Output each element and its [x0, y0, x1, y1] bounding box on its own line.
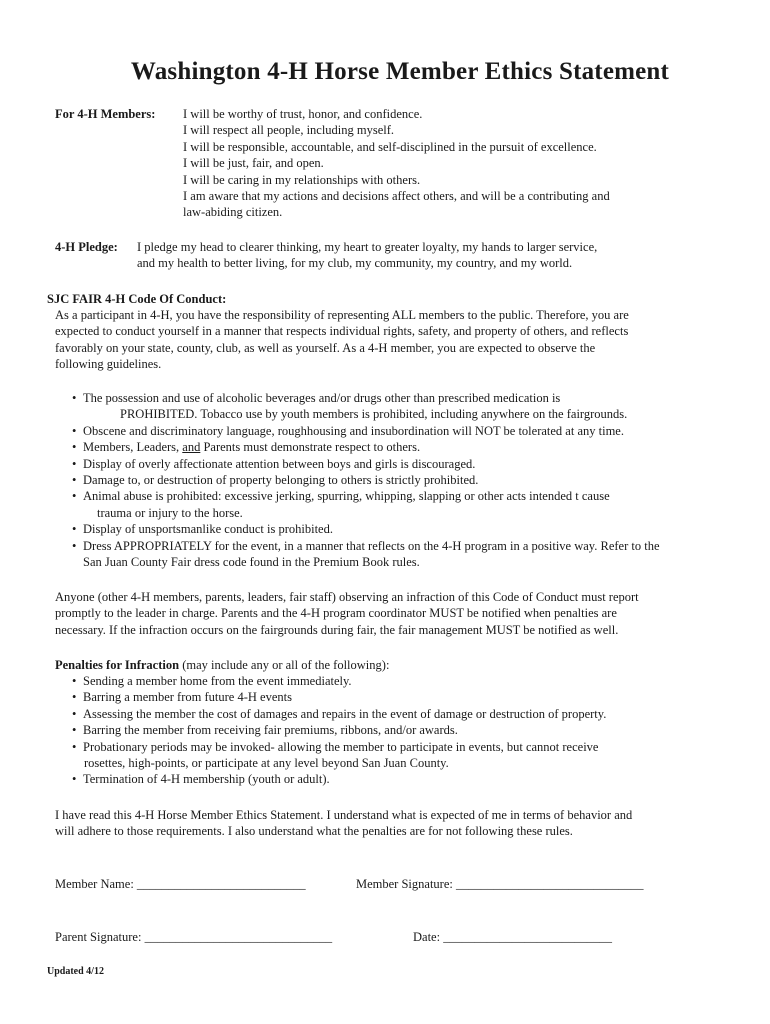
pledge-text: [137, 239, 597, 272]
conduct-intro-line: expected to conduct yourself in a manner that respects individual rights, safety, and property of others, and reflects: [55, 324, 629, 339]
list-item: • Barring a member from future 4-H events: [72, 690, 292, 705]
list-item: • Display of unsportsmanlike conduct is prohibited.: [72, 522, 333, 537]
acknowledgement-paragraph: [55, 807, 632, 840]
penalties-list: [72, 673, 607, 788]
date-field[interactable]: Date: ___________________________: [413, 930, 612, 944]
list-item: • Termination of 4-H membership (youth or adult).: [72, 772, 330, 787]
bullet-icon: •: [72, 522, 77, 537]
list-item: • Assessing the member the cost of damages and repairs in the event of damage or destruction of property.: [72, 706, 607, 721]
list-item: • Members, Leaders, and Parents must demonstrate respect to others.: [72, 440, 421, 455]
member-name-field[interactable]: Member Name: ___________________________: [55, 877, 306, 891]
parent-signature-field[interactable]: Parent Signature: ______________________________: [55, 930, 333, 944]
acknowledgement-line: will adhere to those requirements. I also understand what the penalties are for not following these rules.: [55, 824, 573, 839]
list-item: • Animal abuse is prohibited: excessive jerking, spurring, whipping, slapping or other acts intended t cause: [72, 489, 610, 504]
creed-line: law-abiding citizen.: [183, 205, 283, 220]
creed-line: I will be caring in my relationships with others.: [183, 172, 421, 187]
bullet-icon: •: [72, 473, 77, 488]
list-item: • Barring the member from receiving fair premiums, ribbons, and/or awards.: [72, 723, 458, 738]
penalties-heading: Penalties for Infraction (may include any or all of the following):: [55, 658, 390, 672]
bullet-icon: •: [72, 772, 77, 787]
pledge-line: I pledge my head to clearer thinking, my heart to greater loyalty, my hands to larger service,: [137, 240, 598, 254]
report-line: Anyone (other 4-H members, parents, leaders, fair staff) observing an infraction of this Code of Conduct must report: [55, 590, 639, 604]
list-item: • Sending a member home from the event immediately.: [72, 674, 352, 688]
member-signature-field[interactable]: Member Signature: ______________________________: [356, 877, 644, 891]
bullet-icon: •: [72, 674, 77, 688]
updated-footer: Updated 4/12: [47, 966, 104, 977]
conduct-intro: [55, 307, 629, 373]
bullet-icon: •: [72, 690, 77, 705]
pledge-label: 4-H Pledge:: [55, 240, 118, 254]
report-paragraph: [55, 589, 639, 638]
list-item: • Dress APPROPRIATELY for the event, in a manner that reflects on the 4-H program in a positive way. Refer to the: [72, 538, 660, 553]
page-title: Washington 4-H Horse Member Ethics Statement: [130, 58, 670, 85]
conduct-intro-line: following guidelines.: [55, 357, 162, 372]
acknowledgement-line: I have read this 4-H Horse Member Ethics Statement. I understand what is expected of me in terms of behavior and: [55, 808, 633, 822]
creed-line: I will respect all people, including myself.: [183, 123, 395, 138]
list-item: • Probationary periods may be invoked- allowing the member to participate in events, but cannot receive: [72, 739, 599, 754]
creed-line: I will be responsible, accountable, and self-disciplined in the pursuit of excellence.: [183, 139, 597, 154]
conduct-intro-line: As a participant in 4-H, you have the responsibility of representing ALL members to the public. Therefore, you are: [55, 308, 629, 322]
bullet-icon: •: [72, 456, 77, 471]
report-line: necessary. If the infraction occurs on the fairgrounds during fair, the fair management MUST be notified as well.: [55, 622, 619, 637]
bullet-icon: •: [72, 706, 77, 721]
list-item-continuation: trauma or injury to the horse.: [97, 505, 243, 520]
conduct-intro-line: favorably on your state, county, club, as well as yourself. As a 4-H member, you are expected to observe the: [55, 340, 596, 355]
bullet-icon: •: [72, 723, 77, 738]
pledge-line: and my health to better living, for my club, my community, my country, and my world.: [137, 256, 573, 271]
conduct-heading: SJC FAIR 4-H Code Of Conduct:: [47, 292, 227, 306]
creed-line: I will be worthy of trust, honor, and confidence.: [183, 107, 423, 121]
members-creed: [183, 106, 610, 221]
bullet-icon: •: [72, 538, 77, 553]
list-item-continuation: San Juan County Fair dress code found in the Premium Book rules.: [83, 555, 420, 570]
list-item-continuation: rosettes, high-points, or participate at any level beyond San Juan County.: [84, 756, 449, 771]
bullet-icon: •: [72, 423, 77, 438]
bullet-icon: •: [72, 489, 77, 504]
creed-line: I will be just, fair, and open.: [183, 156, 324, 171]
list-item: • Damage to, or destruction of property belonging to others is strictly prohibited.: [72, 473, 479, 488]
creed-line: I am aware that my actions and decisions affect others, and will be a contributing and: [183, 189, 610, 204]
members-label: For 4-H Members:: [55, 107, 156, 121]
report-line: promptly to the leader in charge. Parents and the 4-H program coordinator MUST be notified when penalties are: [55, 606, 617, 621]
bullet-icon: •: [72, 440, 77, 455]
list-item: • Display of overly affectionate attention between boys and girls is discouraged.: [72, 456, 476, 471]
bullet-icon: •: [72, 391, 77, 405]
list-item: • Obscene and discriminatory language, roughhousing and insubordination will NOT be tolerated at any time.: [72, 423, 624, 438]
list-item: • The possession and use of alcoholic beverages and/or drugs other than prescribed medication is: [72, 391, 561, 405]
list-item-continuation: PROHIBITED. Tobacco use by youth members is prohibited, including anywhere on the fairgrounds.: [120, 407, 628, 422]
conduct-rules-list: [72, 390, 660, 570]
bullet-icon: •: [72, 739, 77, 754]
